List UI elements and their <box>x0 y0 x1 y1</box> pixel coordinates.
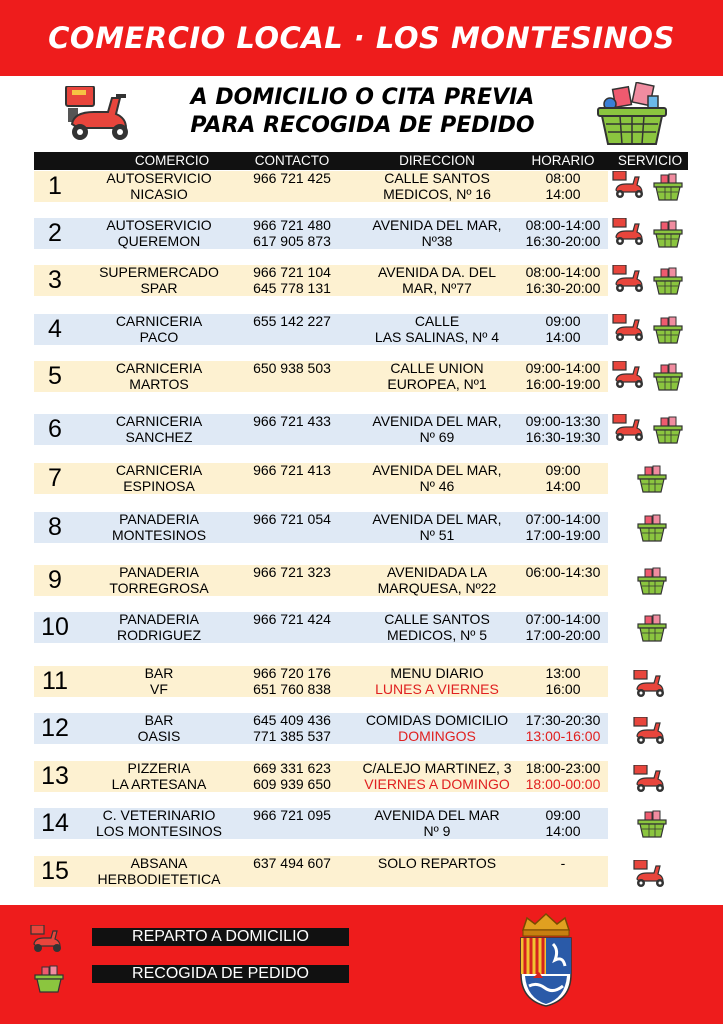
scooter-delivery-icon <box>612 361 644 389</box>
con-line <box>240 581 344 597</box>
dir-line: Nº 51 <box>419 526 455 543</box>
dir-line: SOLO REPARTOS <box>377 855 497 871</box>
com-line: RODRIGUEZ <box>117 626 201 643</box>
cell-com <box>88 856 230 887</box>
row-number: 6 <box>48 415 62 443</box>
com-line: SANCHEZ <box>125 428 193 445</box>
com-line: SUPERMERCADO <box>99 264 219 280</box>
hor-line: 09:00-14:00 <box>525 360 601 376</box>
cell-dir <box>342 218 532 249</box>
cell-com <box>88 666 230 697</box>
table-row <box>34 808 608 839</box>
con-line <box>240 187 344 203</box>
com-line: ABSANA <box>130 855 188 871</box>
hor-line: 09:00-13:30 <box>525 413 601 429</box>
hor-line: 18:00-23:00 <box>525 760 601 776</box>
com-line: MONTESINOS <box>111 526 207 543</box>
com-line: LOS MONTESINOS <box>95 822 223 839</box>
cell-hor <box>520 761 606 792</box>
cell-dir <box>342 565 532 596</box>
basket-pickup-icon <box>653 363 685 391</box>
con-line: 966 721 054 <box>253 511 331 527</box>
table-row <box>34 512 608 543</box>
cell-dir <box>342 414 532 445</box>
cell-dir <box>342 361 532 392</box>
dir-line: LAS SALINAS, Nº 4 <box>374 328 500 345</box>
com-line: CARNICERIA <box>115 462 203 478</box>
column-contacto: CONTACTO <box>254 153 330 168</box>
table-header <box>34 152 688 170</box>
con-line: 966 720 176 <box>253 665 331 681</box>
legend-delivery: REPARTO A DOMICILIO <box>92 928 349 946</box>
com-line: OASIS <box>137 727 181 744</box>
con-line <box>240 528 344 544</box>
hor-line: 14:00 <box>545 477 581 494</box>
dir-line: CALLE UNION <box>390 360 484 376</box>
table-row <box>34 666 608 697</box>
cell-com <box>88 414 230 445</box>
cell-con <box>240 463 344 494</box>
basket-pickup-icon <box>34 965 64 993</box>
hor-line: 07:00-14:00 <box>525 611 601 627</box>
com-line: PIZZERIA <box>127 760 191 776</box>
con-line: 771 385 537 <box>253 727 331 744</box>
cell-dir <box>342 808 532 839</box>
cell-con <box>240 856 344 887</box>
con-line <box>240 377 344 393</box>
cell-dir <box>342 761 532 792</box>
row-number: 14 <box>41 809 69 837</box>
scooter-delivery-icon <box>612 314 644 342</box>
com-line: HERBODIETETICA <box>97 870 221 887</box>
column-comercio: COMERCIO <box>134 153 210 168</box>
hor-line: 09:00 <box>545 807 581 823</box>
con-line: 966 721 480 <box>253 217 331 233</box>
con-line: 637 494 607 <box>253 855 331 871</box>
com-line: MARTOS <box>129 375 189 392</box>
hor-line: 17:30-20:30 <box>525 712 601 728</box>
com-line: SPAR <box>140 279 178 296</box>
basket-pickup-icon <box>653 416 685 444</box>
cell-con <box>240 666 344 697</box>
legend-pickup: RECOGIDA DE PEDIDO <box>92 965 349 983</box>
com-line: CARNICERIA <box>115 360 203 376</box>
cell-con <box>240 761 344 792</box>
con-line: 609 939 650 <box>253 775 331 792</box>
basket-pickup-icon <box>653 220 685 248</box>
dir-line: Nº 69 <box>419 428 455 445</box>
footer-band <box>0 905 723 1024</box>
hor-line: 18:00-00:00 <box>525 775 601 792</box>
cell-con <box>240 612 344 643</box>
cell-com <box>88 463 230 494</box>
hor-line <box>520 581 606 597</box>
hor-line: 14:00 <box>545 822 581 839</box>
page-title: COMERCIO LOCAL · LOS MONTESINOS <box>48 21 675 55</box>
row-number: 2 <box>48 219 62 247</box>
con-line: 645 778 131 <box>253 279 331 296</box>
com-line: CARNICERIA <box>115 313 203 329</box>
cell-hor <box>520 361 606 392</box>
cell-con <box>240 713 344 744</box>
com-line: LA ARTESANA <box>111 775 207 792</box>
cell-com <box>88 713 230 744</box>
com-line: QUEREMON <box>117 232 201 249</box>
con-line: 966 721 413 <box>253 462 331 478</box>
cell-hor <box>520 265 606 296</box>
cell-dir <box>342 666 532 697</box>
cell-con <box>240 414 344 445</box>
cell-con <box>240 171 344 202</box>
cell-com <box>88 612 230 643</box>
cell-dir <box>342 314 532 345</box>
dir-line: CALLE <box>414 313 460 329</box>
con-line: 655 142 227 <box>253 313 331 329</box>
table-row <box>34 265 608 296</box>
cell-dir <box>342 171 532 202</box>
row-number: 7 <box>48 464 62 492</box>
dir-line: MENU DIARIO <box>390 665 484 681</box>
dir-line: VIERNES A DOMINGO <box>364 775 510 792</box>
dir-line: MEDICOS, Nº 5 <box>386 626 488 643</box>
cell-hor <box>520 612 606 643</box>
column-horario: HORARIO <box>531 153 595 168</box>
hor-line: 07:00-14:00 <box>525 511 601 527</box>
row-number: 5 <box>48 362 62 390</box>
row-number: 15 <box>41 857 69 885</box>
con-line <box>240 479 344 495</box>
scooter-delivery-icon <box>633 717 665 745</box>
cell-dir <box>342 612 532 643</box>
scooter-delivery-icon <box>633 860 665 888</box>
con-line: 966 721 424 <box>253 611 331 627</box>
cell-con <box>240 565 344 596</box>
cell-com <box>88 171 230 202</box>
hor-line: 16:30-19:30 <box>525 428 601 445</box>
hor-line: 14:00 <box>545 185 581 202</box>
town-crest-icon <box>517 912 575 1010</box>
com-line: TORREGROSA <box>109 579 209 596</box>
con-line: 669 331 623 <box>253 760 331 776</box>
cell-con <box>240 512 344 543</box>
dir-line: C/ALEJO MARTINEZ, 3 <box>362 760 512 776</box>
dir-line: CALLE SANTOS <box>384 170 490 186</box>
table-row <box>34 361 608 392</box>
basket-pickup-icon <box>637 810 669 838</box>
con-line: 651 760 838 <box>253 680 331 697</box>
table-row <box>34 612 608 643</box>
hor-line: 17:00-20:00 <box>525 626 601 643</box>
table-row <box>34 218 608 249</box>
dir-line: EUROPEA, Nº1 <box>387 375 487 392</box>
hor-line: 09:00 <box>545 462 581 478</box>
con-line <box>240 872 344 888</box>
table-row <box>34 761 608 792</box>
table-row <box>34 414 608 445</box>
hor-line: 08:00-14:00 <box>525 264 601 280</box>
com-line: AUTOSERVICIO <box>106 170 212 186</box>
cell-com <box>88 265 230 296</box>
dir-line: Nº 9 <box>423 822 451 839</box>
scooter-delivery-icon <box>612 265 644 293</box>
table-row <box>34 856 608 887</box>
dir-line: Nº38 <box>421 232 453 249</box>
cell-com <box>88 218 230 249</box>
dir-line: COMIDAS DOMICILIO <box>365 712 509 728</box>
column-servicio: SERVICIO <box>617 153 683 168</box>
basket-pickup-icon <box>653 173 685 201</box>
basket-pickup-icon <box>653 267 685 295</box>
dir-line: MEDICOS, Nº 16 <box>383 185 491 202</box>
com-line: ESPINOSA <box>123 477 195 494</box>
basket-pickup-icon <box>637 465 669 493</box>
dir-line: AVENIDA DEL MAR, <box>372 511 502 527</box>
dir-line: LUNES A VIERNES <box>375 680 499 697</box>
row-number: 11 <box>42 667 68 695</box>
con-line: 966 721 433 <box>253 413 331 429</box>
com-line: C. VETERINARIO <box>102 807 216 823</box>
cell-hor <box>520 463 606 494</box>
row-number: 12 <box>41 714 69 742</box>
table-row <box>34 314 608 345</box>
table-row <box>34 565 608 596</box>
com-line: PANADERIA <box>119 511 199 527</box>
basket-pickup-icon <box>637 614 669 642</box>
con-line: 650 938 503 <box>253 360 331 376</box>
cell-com <box>88 761 230 792</box>
basket-pickup-icon <box>637 514 669 542</box>
scooter-delivery-icon <box>612 414 644 442</box>
dir-line: AVENIDA DA. DEL <box>377 264 496 280</box>
con-line: 966 721 425 <box>253 170 331 186</box>
hor-line: 17:00-19:00 <box>525 526 601 543</box>
cell-hor <box>520 856 606 887</box>
cell-com <box>88 565 230 596</box>
cell-con <box>240 218 344 249</box>
cell-hor <box>520 414 606 445</box>
com-line: BAR <box>144 712 174 728</box>
dir-line: AVENIDA DEL MAR, <box>372 462 502 478</box>
hor-line: 14:00 <box>545 328 581 345</box>
hor-line: 09:00 <box>545 313 581 329</box>
cell-hor <box>520 565 606 596</box>
con-line: 966 721 095 <box>253 807 331 823</box>
table-row <box>34 171 608 202</box>
com-line: NICASIO <box>130 185 188 202</box>
basket-pickup-icon <box>653 316 685 344</box>
dir-line: Nº 46 <box>419 477 455 494</box>
cell-dir <box>342 463 532 494</box>
com-line: CARNICERIA <box>115 413 203 429</box>
dir-line: MARQUESA, Nº22 <box>377 579 497 596</box>
top-banner <box>0 0 723 76</box>
table-row <box>34 463 608 494</box>
com-line: PANADERIA <box>119 564 199 580</box>
hor-line: 13:00 <box>545 665 581 681</box>
con-line: 966 721 323 <box>253 564 331 580</box>
cell-con <box>240 808 344 839</box>
subtitle <box>150 84 575 140</box>
dir-line: DOMINGOS <box>398 727 476 744</box>
hor-line: 16:00-19:00 <box>525 375 601 392</box>
subtitle-line-2: PARA RECOGIDA DE PEDIDO <box>190 113 535 138</box>
cell-dir <box>342 512 532 543</box>
hor-line: 08:00 <box>545 170 581 186</box>
row-number: 1 <box>48 172 62 200</box>
scooter-delivery-icon <box>633 670 665 698</box>
cell-com <box>88 361 230 392</box>
basket-pickup-icon <box>637 567 669 595</box>
hor-line: 16:30-20:00 <box>525 232 601 249</box>
com-line: PANADERIA <box>119 611 199 627</box>
con-line <box>240 330 344 346</box>
com-line: VF <box>150 680 168 697</box>
row-number: 3 <box>48 266 62 294</box>
cell-con <box>240 265 344 296</box>
con-line: 617 905 873 <box>253 232 331 249</box>
com-line: AUTOSERVICIO <box>106 217 212 233</box>
row-number: 10 <box>41 613 69 641</box>
dir-line: MAR, Nº77 <box>402 279 472 296</box>
cell-con <box>240 361 344 392</box>
cell-com <box>88 314 230 345</box>
scooter-delivery-icon <box>64 86 134 142</box>
hor-line: 13:00-16:00 <box>525 727 601 744</box>
dir-line <box>342 872 532 888</box>
con-line <box>240 628 344 644</box>
hor-line <box>520 872 606 888</box>
row-number: 8 <box>48 513 62 541</box>
dir-line: AVENIDA DEL MAR <box>374 807 500 823</box>
row-number: 4 <box>48 315 62 343</box>
con-line <box>240 824 344 840</box>
scooter-delivery-icon <box>612 171 644 199</box>
hor-line: 06:00-14:30 <box>525 564 601 580</box>
dir-line: AVENIDA DEL MAR, <box>372 413 502 429</box>
dir-line: AVENIDA DEL MAR, <box>372 217 502 233</box>
con-line: 966 721 104 <box>253 264 331 280</box>
cell-con <box>240 314 344 345</box>
cell-hor <box>520 713 606 744</box>
cell-hor <box>520 171 606 202</box>
cell-dir <box>342 713 532 744</box>
cell-com <box>88 808 230 839</box>
hor-line: 16:00 <box>545 680 581 697</box>
com-line: BAR <box>144 665 174 681</box>
hor-line: 16:30-20:00 <box>525 279 601 296</box>
column-direccion: DIRECCION <box>399 153 475 168</box>
cell-hor <box>520 314 606 345</box>
scooter-delivery-icon <box>30 925 64 953</box>
scooter-delivery-icon <box>633 765 665 793</box>
dir-line: AVENIDADA LA <box>386 564 488 580</box>
com-line: PACO <box>139 328 179 345</box>
hor-line: - <box>560 855 566 871</box>
cell-hor <box>520 666 606 697</box>
row-number: 13 <box>41 762 69 790</box>
scooter-delivery-icon <box>612 218 644 246</box>
cell-com <box>88 512 230 543</box>
cell-dir <box>342 856 532 887</box>
cell-hor <box>520 512 606 543</box>
cell-hor <box>520 218 606 249</box>
dir-line: CALLE SANTOS <box>384 611 490 627</box>
con-line <box>240 430 344 446</box>
subtitle-line-1: A DOMICILIO O CITA PREVIA <box>190 85 535 110</box>
cell-hor <box>520 808 606 839</box>
cell-dir <box>342 265 532 296</box>
hor-line: 08:00-14:00 <box>525 217 601 233</box>
con-line: 645 409 436 <box>253 712 331 728</box>
basket-pickup-icon <box>596 82 668 148</box>
row-number: 9 <box>48 566 62 594</box>
table-row <box>34 713 608 744</box>
